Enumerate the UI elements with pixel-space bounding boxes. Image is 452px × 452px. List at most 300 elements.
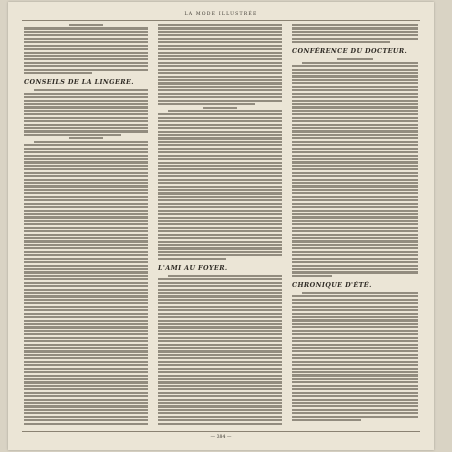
text-block [24,24,148,74]
text-line [24,309,148,311]
text-line [158,213,282,215]
text-line [34,141,148,143]
text-line [158,364,282,366]
text-line [34,89,148,91]
text-block [24,89,148,426]
section-title: CONSEILS DE LA LINGERE. [24,78,134,87]
text-line [158,278,282,280]
text-line [292,27,418,29]
text-line [292,350,418,352]
text-line [158,385,282,387]
text-line [158,247,282,249]
text-line [24,340,148,342]
text-line [158,419,282,421]
text-line [302,62,418,64]
text-line [292,371,418,373]
text-line [158,350,282,352]
text-line [292,69,418,71]
text-line [158,234,282,236]
text-line [24,175,148,177]
text-line [158,320,282,322]
text-line [158,258,226,260]
text-line [24,144,148,146]
text-line [292,79,418,81]
text-line [158,333,282,335]
text-line [24,223,148,225]
text-line [24,158,148,160]
text-line [158,289,282,291]
text-line [158,241,282,243]
text-line [24,247,148,249]
text-line [24,423,148,425]
text-line [158,388,282,390]
text-line [158,316,282,318]
text-line [292,216,418,218]
text-line [292,110,418,112]
text-line [24,278,148,280]
text-line [292,337,418,339]
text-line [24,292,148,294]
text-line [203,107,238,109]
text-line [158,179,282,181]
text-line [24,395,148,397]
text-line [158,93,282,95]
text-line [292,72,418,74]
text-line [292,405,418,407]
text-line [158,151,282,153]
text-line [292,134,418,136]
text-line [158,412,282,414]
text-line [24,333,148,335]
text-line [292,227,418,229]
text-line [292,364,418,366]
text-line [158,392,282,394]
text-line [292,323,418,325]
text-line [292,268,418,270]
text-line [24,251,148,253]
text-line [292,161,418,163]
text-line [158,117,282,119]
text-line [24,381,148,383]
text-line [24,206,148,208]
text-line [292,378,418,380]
text-line [158,192,282,194]
text-line [158,227,282,229]
text-line [292,148,418,150]
text-line [24,172,148,174]
text-line [292,275,332,277]
text-line [69,24,104,26]
text-line [292,326,418,328]
text-line [158,399,282,401]
text-line [158,127,282,129]
text-line [24,361,148,363]
text-line [69,137,104,139]
text-line [24,48,148,50]
text-line [24,306,148,308]
text-line [24,354,148,356]
text-line [158,405,282,407]
text-line [158,55,282,57]
text-line [158,323,282,325]
text-line [292,330,418,332]
text-line [292,185,418,187]
text-line [292,344,418,346]
text-line [24,261,148,263]
text-line [24,182,148,184]
text-line [158,309,282,311]
text-line [292,130,418,132]
text-line [24,72,92,74]
text-line [24,282,148,284]
text-line [24,52,148,54]
text-line [158,120,282,122]
text-line [292,412,418,414]
text-line [158,113,282,115]
text-line [292,124,418,126]
text-line [24,62,148,64]
text-line [337,58,372,60]
text-line [158,31,282,33]
text-line [24,55,148,57]
text-line [24,168,148,170]
text-line [158,24,282,26]
text-line [158,347,282,349]
text-line [24,289,148,291]
text-line [24,65,148,67]
text-line [158,137,282,139]
text-line [292,34,418,36]
text-line [158,34,282,36]
text-line [24,337,148,339]
text-line [24,185,148,187]
text-line [158,244,282,246]
text-line [24,412,148,414]
text-line [158,251,282,253]
text-line [168,275,282,277]
text-line [158,162,282,164]
text-line [158,313,282,315]
text-line [292,165,418,167]
text-line [292,206,418,208]
text-line [292,41,390,43]
text-line [158,378,282,380]
text-line [158,368,282,370]
text-line [24,179,148,181]
text-line [158,175,282,177]
text-line [158,295,282,297]
text-line [24,371,148,373]
text-line [292,203,418,205]
text-line [158,41,282,43]
text-line [24,357,148,359]
text-line [24,392,148,394]
text-line [158,220,282,222]
text-line [158,210,282,212]
text-line [158,38,282,40]
text-line [24,399,148,401]
text-line [158,82,282,84]
text-line [292,347,418,349]
text-line [292,65,418,67]
text-line [292,299,418,301]
text-line [292,151,418,153]
text-line [158,182,282,184]
text-line [158,96,282,98]
text-line [292,182,418,184]
text-line [158,344,282,346]
text-line [24,45,148,47]
text-line [24,375,148,377]
text-line [158,144,282,146]
text-line [24,96,148,98]
text-line [292,175,418,177]
text-line [24,58,148,60]
text-line [168,110,282,112]
text-line [24,165,148,167]
text-line [158,196,282,198]
text-line [158,254,282,256]
header-rule [22,20,420,21]
text-line [158,361,282,363]
text-line [292,381,418,383]
text-line [292,192,418,194]
text-line [292,120,418,122]
text-line [292,357,418,359]
text-line [292,319,418,321]
text-line [158,357,282,359]
text-line [292,333,418,335]
text-line [158,69,282,71]
text-line [24,148,148,150]
text-line [24,127,148,129]
text-line [292,210,418,212]
text-line [24,330,148,332]
text-line [158,282,282,284]
text-line [24,199,148,201]
text-line [292,234,418,236]
text-line [24,402,148,404]
text-line [24,161,148,163]
text-line [24,220,148,222]
text-line [158,155,282,157]
text-line [24,416,148,418]
text-line [158,199,282,201]
text-line [292,302,418,304]
text-line [158,124,282,126]
text-line [158,58,282,60]
text-line [292,306,418,308]
text-line [158,354,282,356]
text-line [24,203,148,205]
text-line [24,419,148,421]
text-line [292,172,418,174]
text-line [158,172,282,174]
text-line [24,364,148,366]
text-line [24,265,148,267]
text-line [292,295,418,297]
text-line [292,392,418,394]
text-line [158,340,282,342]
text-line [24,409,148,411]
text-line [158,148,282,150]
text-line [158,395,282,397]
text-line [24,31,148,33]
text-line [158,237,282,239]
text-line [292,313,418,315]
section-title: CONFÉRENCE DU DOCTEUR. [292,47,408,56]
text-line [24,368,148,370]
text-line [24,110,148,112]
text-line [24,130,148,132]
column-left [24,24,148,426]
text-line [292,261,418,263]
text-line [24,213,148,215]
text-line [292,247,418,249]
text-line [24,69,148,71]
text-line [292,100,418,102]
text-line [24,240,148,242]
text-line [24,285,148,287]
text-line [24,100,148,102]
text-line [24,155,148,157]
text-line [158,217,282,219]
text-line [302,292,418,294]
text-line [158,326,282,328]
text-line [158,203,282,205]
text-line [24,254,148,256]
text-line [24,295,148,297]
text-line [292,240,418,242]
text-line [292,258,418,260]
text-line [292,189,418,191]
text-line [24,385,148,387]
text-line [158,89,282,91]
text-line [24,38,148,40]
text-line [24,347,148,349]
column-middle [158,24,282,426]
text-line [292,96,418,98]
section-title: L'AMI AU FOYER. [158,263,228,272]
text-line [292,254,418,256]
text-line [158,402,282,404]
text-line [292,309,418,311]
text-line [158,306,282,308]
text-line [158,299,282,301]
text-line [292,82,418,84]
section-title: CHRONIQUE D'ÉTÉ. [292,280,372,289]
text-line [158,292,282,294]
text-line [24,344,148,346]
text-line [292,244,418,246]
text-line [292,271,418,273]
text-line [24,326,148,328]
text-line [158,103,255,105]
text-line [292,416,418,418]
text-line [158,337,282,339]
text-line [292,141,418,143]
text-line [158,409,282,411]
text-line [292,103,418,105]
text-line [158,45,282,47]
text-line [292,168,418,170]
text-line [158,141,282,143]
text-line [292,93,418,95]
text-line [24,230,148,232]
text-block [292,24,418,43]
text-block [158,275,282,426]
text-line [24,210,148,212]
text-line [158,134,282,136]
text-line [158,371,282,373]
text-line [24,196,148,198]
text-line [158,206,282,208]
text-line [292,86,418,88]
text-line [292,220,418,222]
text-line [292,196,418,198]
text-line [24,316,148,318]
running-head: LA MODE ILLUSTRÉE [184,12,258,17]
text-line [292,385,418,387]
text-line [24,151,148,153]
text-line [158,423,282,425]
newspaper-page [8,2,434,450]
text-line [158,65,282,67]
text-line [158,168,282,170]
text-line [292,179,418,181]
text-line [292,340,418,342]
text-line [292,251,418,253]
column-right [292,24,418,426]
page-number: — 384 — [210,435,232,440]
text-line [24,124,148,126]
text-line [24,323,148,325]
text-block [158,24,282,260]
text-line [292,127,418,129]
text-line [292,402,418,404]
text-line [292,419,361,421]
text-line [24,192,148,194]
text-line [292,361,418,363]
text-line [24,41,148,43]
text-line [158,285,282,287]
text-line [24,117,148,119]
text-line [24,93,148,95]
text-line [158,189,282,191]
text-line [24,227,148,229]
text-line [292,368,418,370]
text-line [292,199,418,201]
text-line [158,302,282,304]
text-line [24,106,148,108]
text-line [158,230,282,232]
text-line [292,237,418,239]
text-line [292,399,418,401]
text-line [292,113,418,115]
text-line [292,89,418,91]
text-line [158,79,282,81]
text-line [292,374,418,376]
text-line [292,75,418,77]
text-line [158,48,282,50]
text-line [158,416,282,418]
text-line [292,144,418,146]
text-line [292,354,418,356]
text-line [24,302,148,304]
text-line [24,388,148,390]
text-line [24,120,148,122]
text-line [158,52,282,54]
